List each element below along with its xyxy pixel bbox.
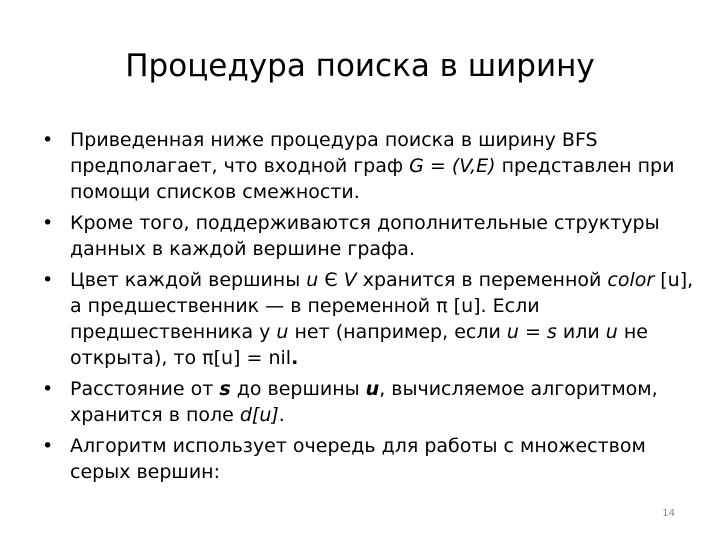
- bullet-text: или: [556, 321, 606, 343]
- variable-v: V: [343, 269, 357, 291]
- bullet-text: Алгоритм использует очередь для работы с множеством серых вершин:: [70, 435, 646, 483]
- bullet-item-bfs-intro: [36, 127, 696, 205]
- bullet-icon: •: [42, 269, 54, 291]
- bullet-item-queue: [36, 433, 696, 485]
- bullet-item-extra-structures: [36, 210, 696, 262]
- expression-u-equals-s: u = s: [506, 321, 557, 343]
- variable-u: u: [276, 321, 289, 343]
- bullet-text: хранится в переменной: [356, 269, 608, 291]
- bullet-text: нет (например, если: [288, 321, 507, 343]
- variable-u: u: [605, 321, 618, 343]
- bullet-icon: •: [42, 435, 54, 457]
- bullet-text: , вычисляемое алгоритмом, хранится в поле: [70, 378, 658, 426]
- bullet-text: .: [278, 404, 285, 426]
- slide-title: Процедура поиска в ширину: [125, 48, 595, 84]
- bullet-text: Приведенная ниже процедура поиска в ширину BFS предполагает, что входной граф: [70, 129, 598, 177]
- bullet-text: Цвет каждой вершины: [70, 269, 307, 291]
- bullet-list: [36, 127, 696, 490]
- bullet-text: не открыта), то π[u] = nil: [70, 321, 648, 369]
- bullet-text: .: [291, 347, 299, 369]
- variable-u: u: [365, 378, 380, 400]
- variable-color: color: [607, 269, 655, 291]
- graph-notation: G = (V,E): [409, 155, 496, 177]
- bullet-item-vertex-color: [36, 267, 696, 371]
- bullet-icon: •: [42, 378, 54, 400]
- bullet-text: Расстояние от: [70, 378, 220, 400]
- bullet-text: Є: [318, 269, 344, 291]
- bullet-text: [u], а предшественник — в переменной π [u]. Если предшественника у: [70, 269, 694, 343]
- bullet-text: Кроме того, поддерживаются дополнительные структуры данных в каждой вершине графа.: [70, 212, 660, 260]
- bullet-icon: •: [42, 129, 54, 151]
- bullet-icon: •: [42, 212, 54, 234]
- page-number: 14: [662, 508, 675, 519]
- field-d-u: d[u]: [239, 404, 279, 426]
- bullet-text: до вершины: [230, 378, 366, 400]
- bullet-item-distance: [36, 376, 696, 428]
- variable-u: u: [306, 269, 319, 291]
- variable-s: s: [219, 378, 231, 400]
- bullet-text: представлен при помощи списков смежности.: [70, 155, 675, 203]
